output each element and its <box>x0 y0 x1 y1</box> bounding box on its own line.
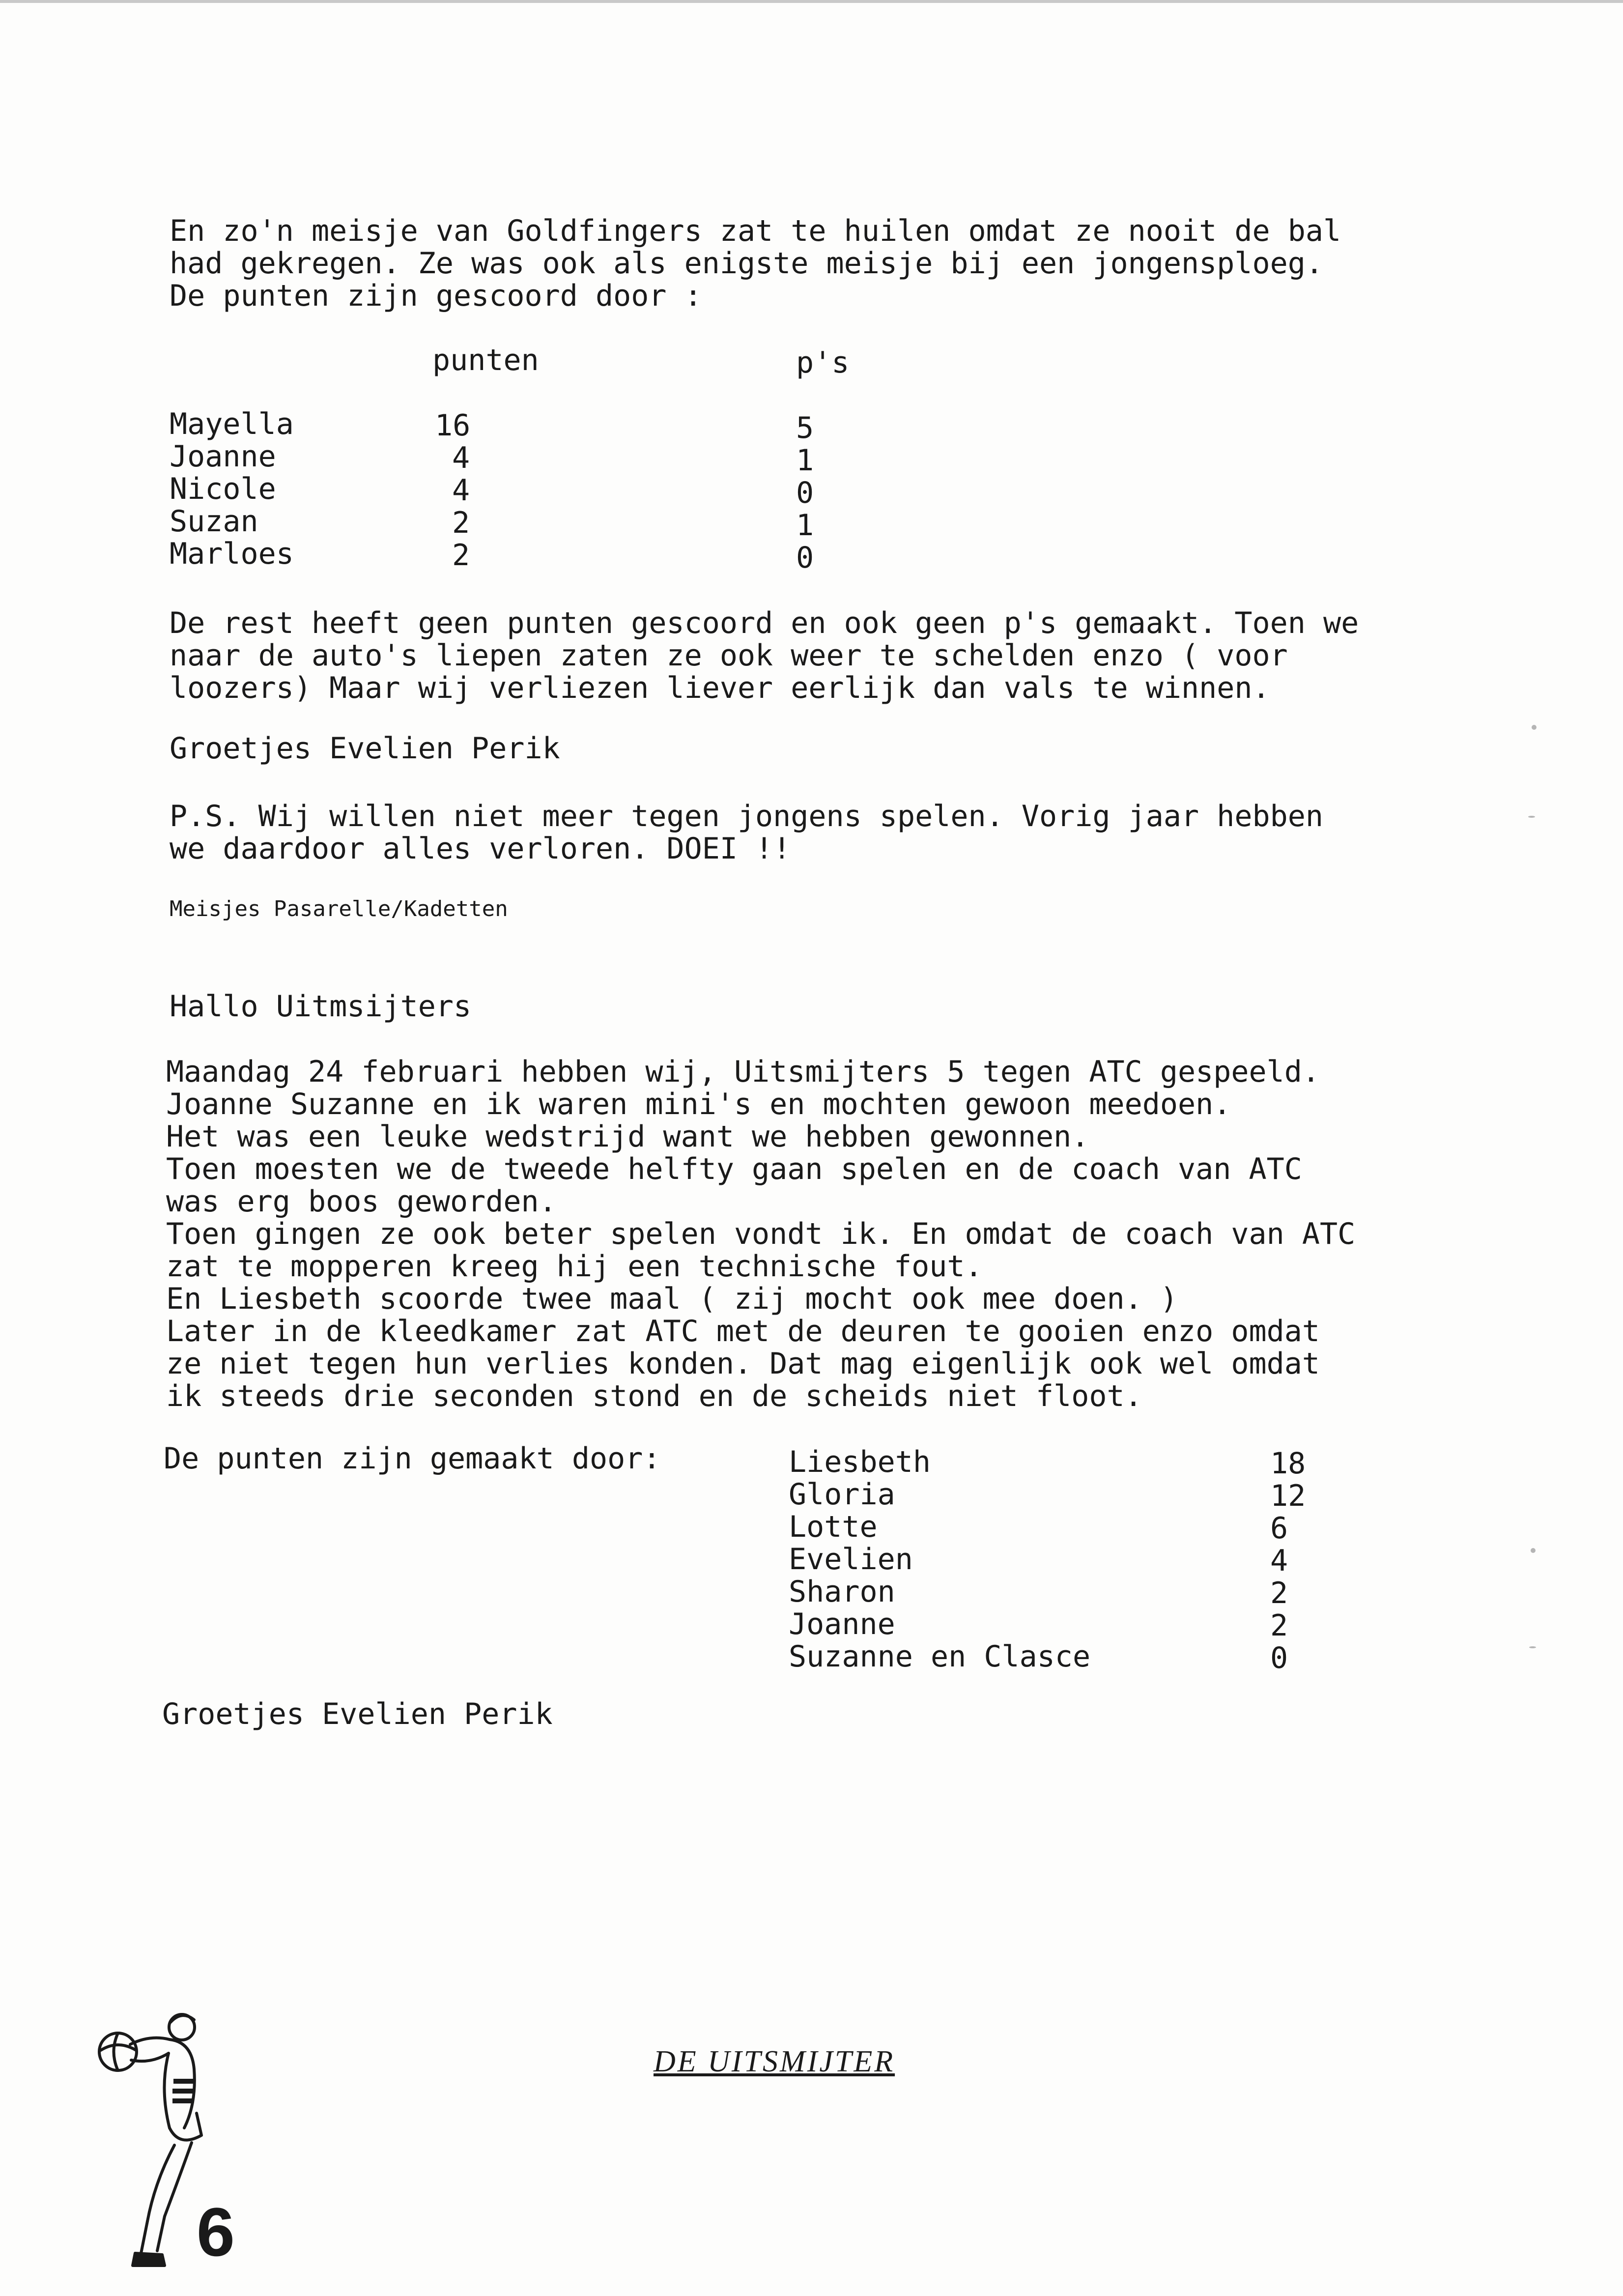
body-line: ik steeds drie seconden stond en de scheids niet floot. <box>166 1379 1142 1413</box>
player-name: Joanne <box>789 1607 895 1641</box>
body-line: Later in de kleedkamer zat ATC met de deuren te gooien enzo omdat <box>166 1314 1320 1349</box>
scorer-ps: 0 <box>796 476 814 510</box>
body-line: Joanne Suzanne en ik waren mini's en mochten gewoon meedoen. <box>166 1087 1231 1121</box>
section-label: Meisjes Pasarelle/Kadetten <box>170 896 508 921</box>
scan-speck <box>1529 1646 1536 1648</box>
scorer-ps: 5 <box>796 411 814 445</box>
scan-speck <box>1528 816 1535 818</box>
player-points: 12 <box>1270 1479 1306 1513</box>
scorer-points: 4 <box>452 473 470 508</box>
greeting: Groetjes Evelien Perik <box>170 731 560 766</box>
player-points: 6 <box>1270 1511 1288 1546</box>
postscript-line: we daardoor alles verloren. DOEI !! <box>170 832 791 866</box>
player-points: 4 <box>1270 1544 1288 1578</box>
greeting: Groetjes Evelien Perik <box>162 1697 553 1731</box>
scorer-name: Joanne <box>170 439 276 474</box>
scan-speck <box>1531 1548 1536 1553</box>
scorer-name: Marloes <box>170 537 294 571</box>
scan-edge <box>0 0 1623 3</box>
page-number: 6 <box>197 2193 235 2270</box>
scan-speck <box>1532 725 1537 730</box>
body-line: Toen moesten we de tweede helfty gaan spelen en de coach van ATC <box>166 1152 1302 1186</box>
scorer-ps: 1 <box>796 443 814 478</box>
player-name: Evelien <box>789 1542 913 1577</box>
ps-column-header: p's <box>796 345 850 380</box>
basketball-player-logo <box>96 2005 238 2275</box>
player-name: Suzanne en Clasce <box>789 1639 1091 1674</box>
scorer-ps: 1 <box>796 508 814 543</box>
points-column-header: punten <box>432 343 539 377</box>
basketball-player-icon <box>96 2005 238 2275</box>
body-line: Het was een leuke wedstrijd want we hebben gewonnen. <box>166 1119 1089 1154</box>
rest-line: naar de auto's liepen zaten ze ook weer te schelden enzo ( voor <box>170 638 1288 673</box>
newsletter-title: DE UITSMIJTER <box>654 2045 895 2078</box>
points-label: De punten zijn gemaakt door: <box>164 1441 661 1476</box>
player-name: Gloria <box>789 1477 895 1512</box>
player-points: 2 <box>1270 1576 1288 1610</box>
body-line: En Liesbeth scoorde twee maal ( zij mocht ook mee doen. ) <box>166 1282 1178 1316</box>
body-line: Toen gingen ze ook beter spelen vondt ik. En omdat de coach van ATC <box>166 1217 1356 1251</box>
scorer-name: Suzan <box>170 504 258 539</box>
rest-line: De rest heeft geen punten gescoord en ook geen p's gemaakt. Toen we <box>170 606 1359 640</box>
salutation: Hallo Uitmsijters <box>170 989 472 1024</box>
body-line: ze niet tegen hun verlies konden. Dat mag eigenlijk ook wel omdat <box>166 1347 1320 1381</box>
scorer-points: 16 <box>435 408 471 443</box>
player-name: Liesbeth <box>789 1445 931 1479</box>
player-points: 18 <box>1270 1446 1306 1481</box>
scorer-points: 2 <box>452 506 470 540</box>
scorer-name: Mayella <box>170 407 294 441</box>
body-line: zat te mopperen kreeg hij een technische fout. <box>166 1249 983 1284</box>
intro-line: De punten zijn gescoord door : <box>170 279 702 313</box>
player-name: Lotte <box>789 1510 878 1544</box>
player-points: 0 <box>1270 1641 1288 1675</box>
scorer-name: Nicole <box>170 472 276 506</box>
body-line: Maandag 24 februari hebben wij, Uitsmijters 5 tegen ATC gespeeld. <box>166 1055 1320 1089</box>
player-points: 2 <box>1270 1608 1288 1643</box>
scorer-points: 4 <box>452 441 470 475</box>
body-line: was erg boos geworden. <box>166 1184 557 1219</box>
player-name: Sharon <box>789 1575 895 1609</box>
scorer-ps: 0 <box>796 541 814 575</box>
scorer-points: 2 <box>452 538 470 573</box>
intro-line: En zo'n meisje van Goldfingers zat te huilen omdat ze nooit de bal <box>170 214 1341 248</box>
postscript-line: P.S. Wij willen niet meer tegen jongens spelen. Vorig jaar hebben <box>170 799 1323 833</box>
rest-line: loozers) Maar wij verliezen liever eerlijk dan vals te winnen. <box>170 671 1270 705</box>
intro-line: had gekregen. Ze was ook als enigste meisje bij een jongensploeg. <box>170 246 1323 281</box>
